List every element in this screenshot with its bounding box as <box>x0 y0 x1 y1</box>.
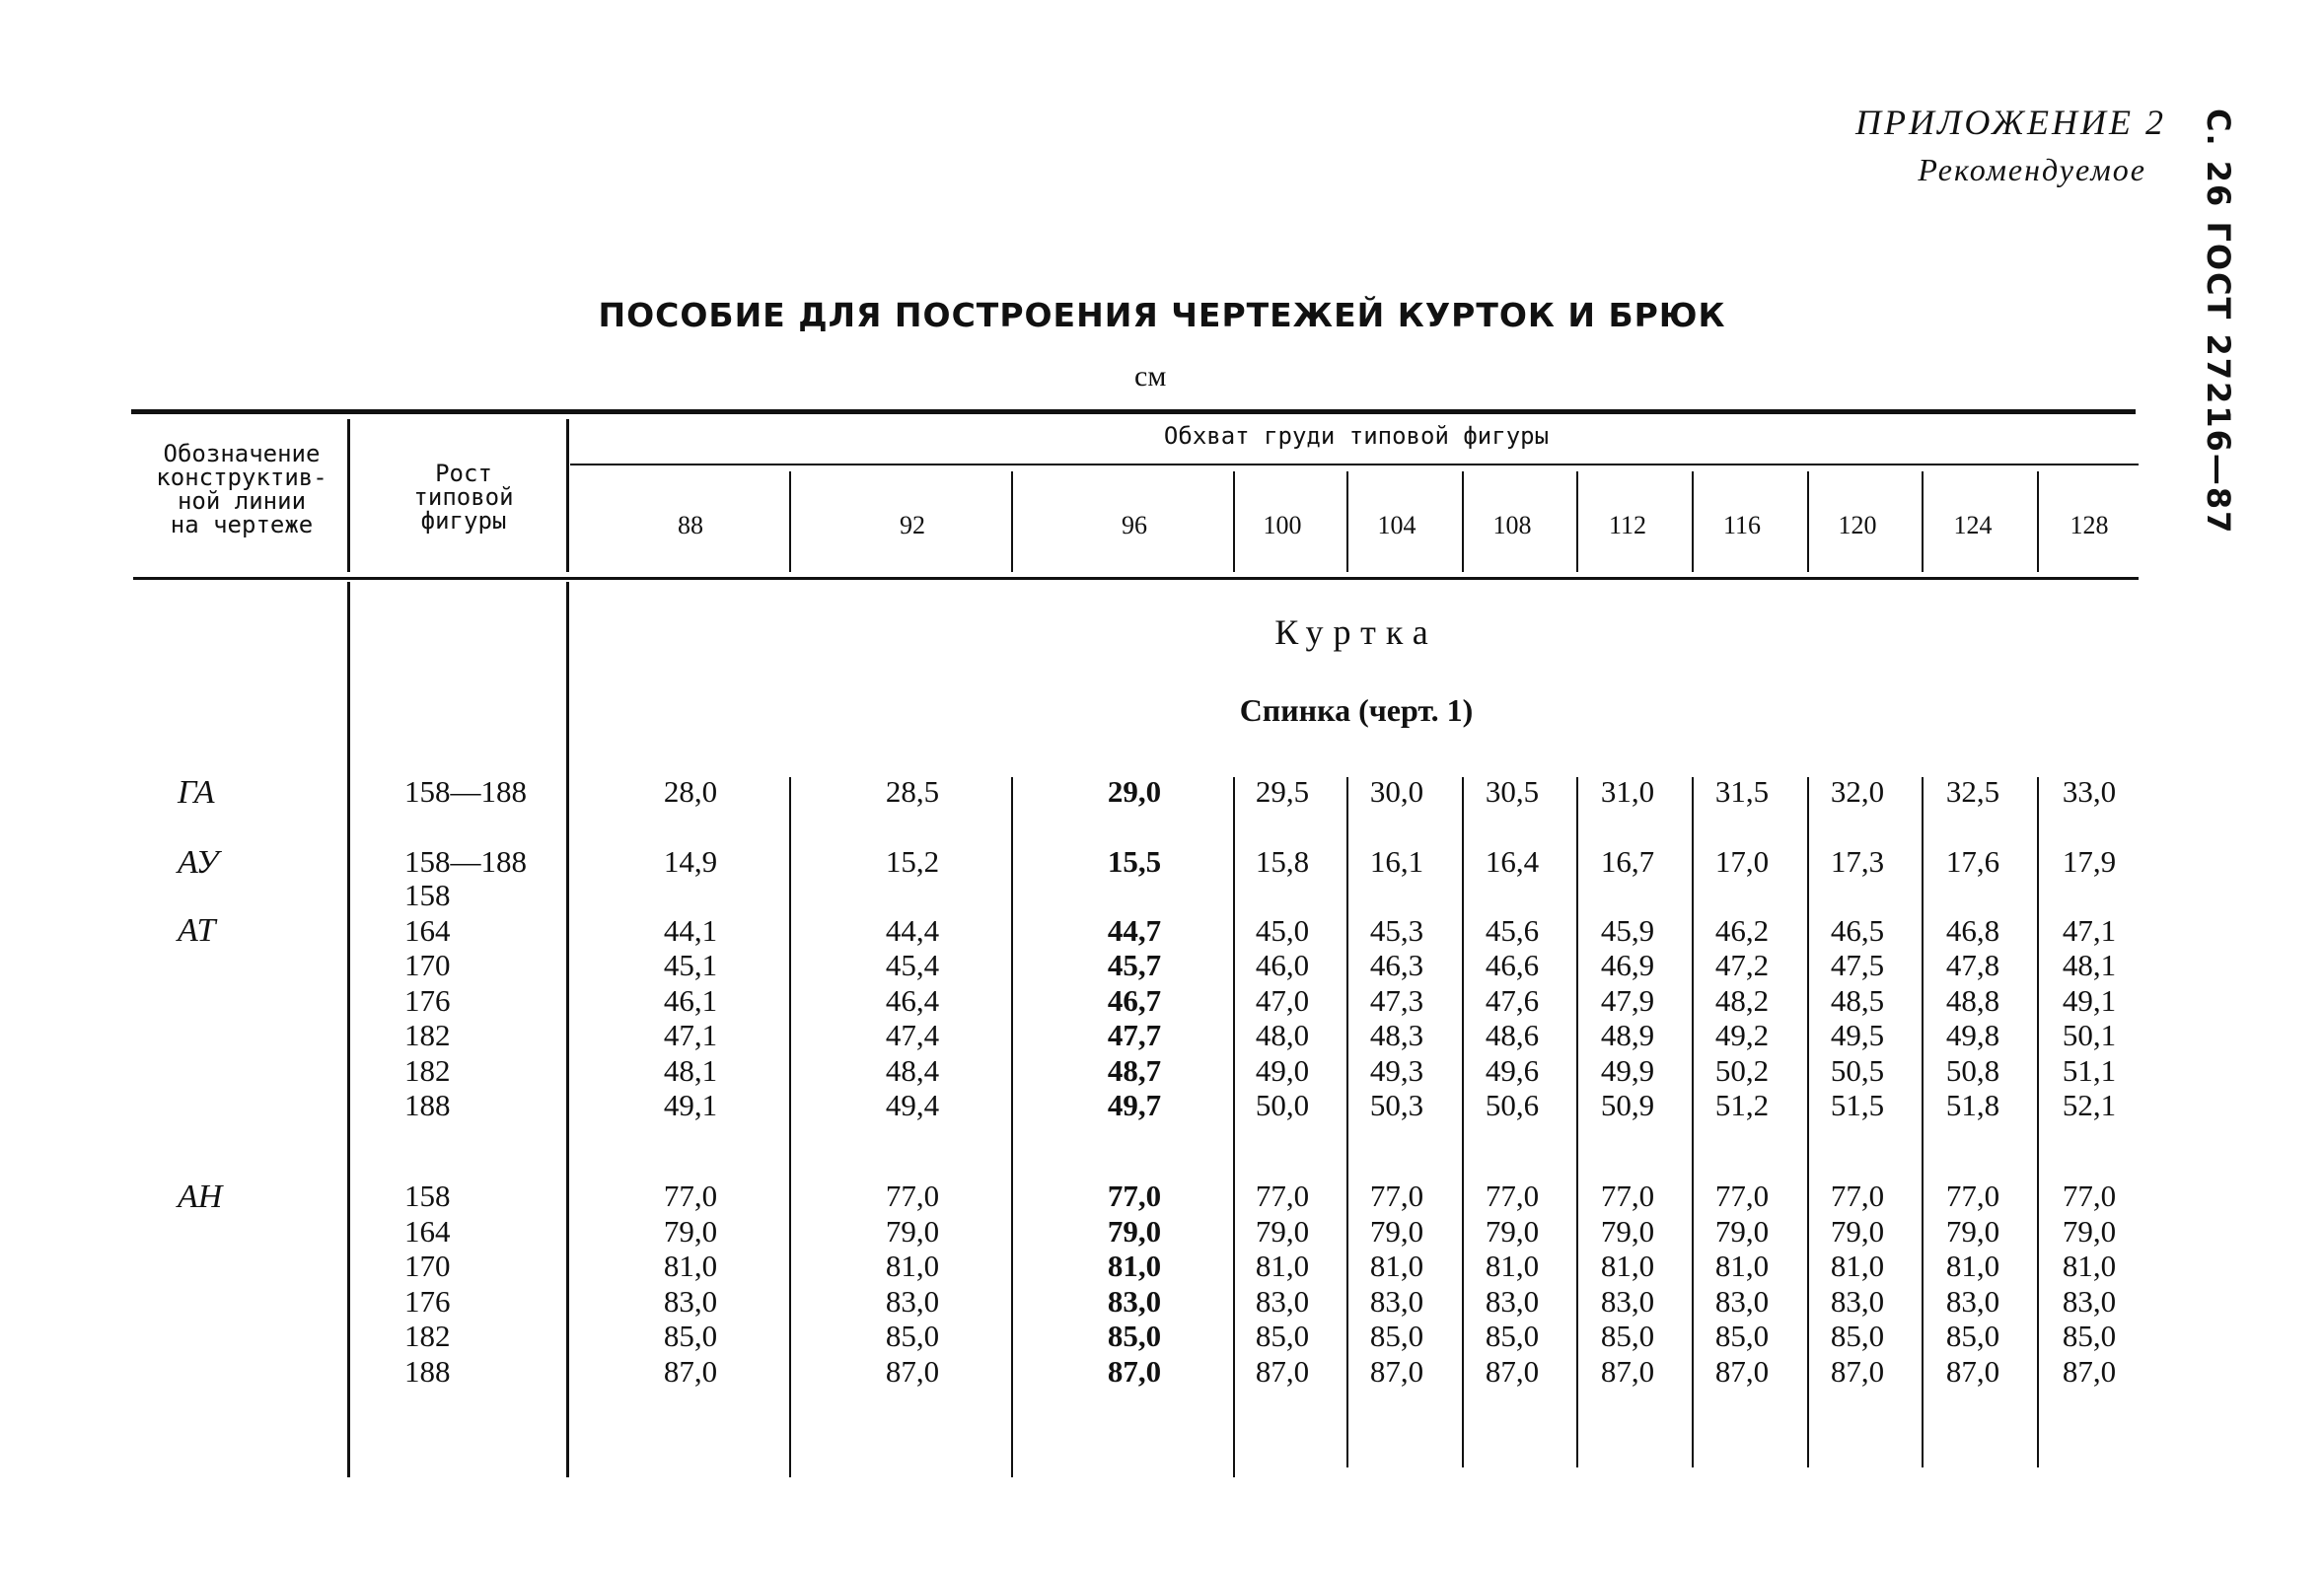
value-column <box>1914 844 2032 880</box>
table-cell: 87,0 <box>663 1353 718 1389</box>
table-cell: 79,0 <box>1830 1213 1885 1249</box>
table-cell: 79,0 <box>1945 1213 2000 1249</box>
line-code: АУ <box>178 844 219 881</box>
value-column <box>853 844 972 880</box>
table-cell: 46,8 <box>1945 912 2000 948</box>
table-cell: 79,0 <box>2062 1213 2117 1249</box>
table-cell: 85,0 <box>1830 1319 1885 1353</box>
header-height <box>375 462 552 533</box>
table-cell: 49,8 <box>1945 1018 2000 1052</box>
table-cell: 83,0 <box>1369 1283 1424 1319</box>
value-column <box>1075 878 1194 1123</box>
table-cell: 46,5 <box>1830 912 1885 948</box>
table-cell: 85,0 <box>663 1319 718 1353</box>
table-cell: 45,1 <box>663 948 718 982</box>
section-title: Куртка <box>1274 612 1438 652</box>
table-cell <box>1075 878 1194 913</box>
header-chest-span: Обхват груди типовой фигуры <box>1163 422 1550 450</box>
value-column <box>1338 774 1456 810</box>
height-value: 170 <box>404 948 451 982</box>
page-title: ПОСОБИЕ ДЛЯ ПОСТРОЕНИЯ ЧЕРТЕЖЕЙ КУРТОК И БРЮК <box>598 296 1726 334</box>
table-cell: 79,0 <box>1600 1213 1655 1249</box>
table-cell: 50,0 <box>1255 1088 1310 1122</box>
chest-size-header: 120 <box>1838 511 1877 539</box>
table-cell: 79,0 <box>1714 1213 1770 1249</box>
table-cell: 30,0 <box>1369 774 1424 809</box>
value-column <box>631 844 750 880</box>
annex-title: ПРИЛОЖЕНИЕ 2 <box>1855 103 2166 142</box>
value-column <box>1683 774 1801 810</box>
table-cell: 50,5 <box>1830 1052 1885 1088</box>
table-cell: 47,8 <box>1945 948 2000 982</box>
table-cell: 47,9 <box>1600 982 1655 1018</box>
table-cell: 31,5 <box>1714 774 1770 809</box>
table-cell: 48,2 <box>1714 982 1770 1018</box>
header-line-code <box>138 442 345 536</box>
table-cell: 49,7 <box>1107 1088 1162 1122</box>
table-cell: 47,3 <box>1369 982 1424 1018</box>
height-value: 158 <box>404 1179 451 1213</box>
table-cell: 47,4 <box>885 1018 940 1052</box>
value-column <box>631 774 750 810</box>
table-cell: 51,5 <box>1830 1088 1885 1122</box>
header-bottom-rule <box>133 577 2139 580</box>
chest-size-header: 124 <box>1953 511 1993 539</box>
table-cell: 81,0 <box>1714 1249 1770 1283</box>
table-cell: 17,6 <box>1945 844 2000 879</box>
table-cell: 47,1 <box>663 1018 718 1052</box>
table-cell: 15,5 <box>1107 844 1162 879</box>
table-cell: 44,1 <box>663 912 718 948</box>
table-cell: 50,6 <box>1485 1088 1540 1122</box>
body-col-divider <box>789 777 791 1477</box>
height-value: 158—188 <box>404 774 527 809</box>
table-cell <box>1798 878 1917 913</box>
chest-size-header: 100 <box>1263 511 1302 539</box>
line-code: ГА <box>178 774 215 811</box>
table-cell: 83,0 <box>1255 1283 1310 1319</box>
table-cell: 85,0 <box>1369 1319 1424 1353</box>
table-cell: 47,1 <box>2062 912 2117 948</box>
table-cell: 85,0 <box>885 1319 940 1353</box>
table-cell: 79,0 <box>663 1213 718 1249</box>
table-cell: 46,9 <box>1600 948 1655 982</box>
height-value: 164 <box>404 1213 451 1249</box>
height-value: 188 <box>404 1088 451 1122</box>
table-cell: 87,0 <box>1485 1353 1540 1389</box>
chest-size-header: 104 <box>1377 511 1416 539</box>
value-column <box>1453 878 1571 1123</box>
table-cell: 49,5 <box>1830 1018 1885 1052</box>
table-cell: 87,0 <box>1945 1353 2000 1389</box>
table-cell: 81,0 <box>663 1249 718 1283</box>
table-cell: 87,0 <box>2062 1353 2117 1389</box>
header-text: Обозначение <box>163 440 321 467</box>
table-cell: 47,5 <box>1830 948 1885 982</box>
table-cell: 85,0 <box>1714 1319 1770 1353</box>
value-column <box>1453 774 1571 810</box>
height-column <box>404 844 527 880</box>
height-column <box>404 1179 451 1389</box>
value-column <box>853 878 972 1123</box>
table-cell: 16,1 <box>1369 844 1424 879</box>
unit-label: см <box>1134 360 1167 393</box>
table-cell: 45,7 <box>1107 948 1162 982</box>
value-column <box>2030 774 2148 810</box>
table-cell: 87,0 <box>1600 1353 1655 1389</box>
span-rule <box>570 464 2139 465</box>
table-cell <box>1683 878 1801 913</box>
table-cell: 48,4 <box>885 1052 940 1088</box>
table-cell: 46,6 <box>1485 948 1540 982</box>
table-cell: 77,0 <box>1714 1179 1770 1213</box>
table-cell: 46,0 <box>1255 948 1310 982</box>
table-cell: 77,0 <box>663 1179 718 1213</box>
body-divider-1 <box>347 582 350 1477</box>
table-cell: 48,1 <box>2062 948 2117 982</box>
table-cell: 45,6 <box>1485 912 1540 948</box>
table-cell: 49,0 <box>1255 1052 1310 1088</box>
table-cell: 29,0 <box>1107 774 1162 809</box>
table-cell: 83,0 <box>1945 1283 2000 1319</box>
header-text: типовой <box>413 483 514 511</box>
height-value: 164 <box>404 912 451 948</box>
table-cell: 50,2 <box>1714 1052 1770 1088</box>
table-cell: 87,0 <box>885 1353 940 1389</box>
table-cell: 48,5 <box>1830 982 1885 1018</box>
value-column <box>1075 844 1194 880</box>
table-cell: 77,0 <box>1830 1179 1885 1213</box>
chest-size-header: 96 <box>1122 511 1147 539</box>
table-cell: 47,2 <box>1714 948 1770 982</box>
table-cell: 77,0 <box>1255 1179 1310 1213</box>
header-divider-1 <box>347 419 350 572</box>
value-column <box>2030 878 2148 1123</box>
table-cell: 17,9 <box>2062 844 2117 879</box>
height-value: 182 <box>404 1018 451 1052</box>
table-cell: 46,7 <box>1107 982 1162 1018</box>
value-column <box>853 1179 972 1389</box>
table-cell: 48,9 <box>1600 1018 1655 1052</box>
table-cell: 51,8 <box>1945 1088 2000 1122</box>
table-cell: 79,0 <box>1485 1213 1540 1249</box>
table-cell: 46,1 <box>663 982 718 1018</box>
table-cell: 48,6 <box>1485 1018 1540 1052</box>
value-column <box>1798 1179 1917 1389</box>
table-cell: 46,4 <box>885 982 940 1018</box>
height-value: 182 <box>404 1319 451 1353</box>
height-value: 158—188 <box>404 844 527 879</box>
table-cell: 45,4 <box>885 948 940 982</box>
header-text: ной линии <box>177 487 307 515</box>
table-cell: 49,1 <box>663 1088 718 1122</box>
chest-size-header: 116 <box>1722 511 1762 539</box>
table-cell <box>1453 878 1571 913</box>
header-text: Рост <box>435 460 492 487</box>
table-cell: 48,0 <box>1255 1018 1310 1052</box>
table-cell: 83,0 <box>1107 1283 1162 1319</box>
table-cell: 45,9 <box>1600 912 1655 948</box>
table-cell: 87,0 <box>1107 1353 1162 1389</box>
table-cell: 50,9 <box>1600 1088 1655 1122</box>
table-cell: 49,3 <box>1369 1052 1424 1088</box>
height-value: 176 <box>404 1283 451 1319</box>
table-cell: 50,1 <box>2062 1018 2117 1052</box>
height-column <box>404 774 527 810</box>
table-cell: 32,0 <box>1830 774 1885 809</box>
body-col-divider <box>1011 777 1013 1477</box>
table-cell: 81,0 <box>2062 1249 2117 1283</box>
table-cell: 50,8 <box>1945 1052 2000 1088</box>
value-column <box>1338 878 1456 1123</box>
table-cell <box>1338 878 1456 913</box>
table-cell: 83,0 <box>885 1283 940 1319</box>
height-value: 158 <box>404 878 451 912</box>
annex-subtitle: Рекомендуемое <box>1918 152 2146 187</box>
table-top-rule <box>131 409 2136 414</box>
table-cell: 52,1 <box>2062 1088 2117 1122</box>
value-column <box>1914 774 2032 810</box>
value-column <box>1453 1179 1571 1389</box>
table-cell: 49,1 <box>2062 982 2117 1018</box>
table-cell: 81,0 <box>1600 1249 1655 1283</box>
table-cell: 14,9 <box>663 844 718 879</box>
value-column <box>1338 1179 1456 1389</box>
table-cell: 77,0 <box>885 1179 940 1213</box>
table-cell <box>1914 878 2032 913</box>
table-cell: 47,0 <box>1255 982 1310 1018</box>
header-col-divider <box>789 471 791 572</box>
table-cell: 15,2 <box>885 844 940 879</box>
table-cell <box>631 878 750 913</box>
table-cell: 49,4 <box>885 1088 940 1122</box>
table-cell: 81,0 <box>1485 1249 1540 1283</box>
table-cell: 87,0 <box>1714 1353 1770 1389</box>
table-cell: 51,1 <box>2062 1052 2117 1088</box>
side-page-label <box>2198 108 2237 562</box>
value-column <box>1914 878 2032 1123</box>
value-column <box>2030 1179 2148 1389</box>
value-column <box>1075 774 1194 810</box>
table-cell: 28,0 <box>663 774 718 809</box>
table-cell: 28,5 <box>885 774 940 809</box>
table-cell: 45,0 <box>1255 912 1310 948</box>
table-cell: 48,8 <box>1945 982 2000 1018</box>
table-cell: 77,0 <box>1107 1179 1162 1213</box>
table-cell: 77,0 <box>2062 1179 2117 1213</box>
value-column <box>1798 878 1917 1123</box>
table-cell: 87,0 <box>1369 1353 1424 1389</box>
table-cell: 79,0 <box>1255 1213 1310 1249</box>
table-cell <box>853 878 972 913</box>
value-column <box>1683 844 1801 880</box>
header-text: конструктив- <box>156 464 327 491</box>
value-column <box>853 774 972 810</box>
line-code: АТ <box>178 912 216 949</box>
table-cell <box>1568 878 1687 913</box>
value-column <box>631 878 750 1123</box>
chest-size-header: 88 <box>678 511 703 539</box>
value-column <box>1223 1179 1342 1389</box>
table-cell: 85,0 <box>1107 1319 1162 1353</box>
table-cell: 44,4 <box>885 912 940 948</box>
value-column <box>1798 774 1917 810</box>
value-column <box>1075 1179 1194 1389</box>
table-cell: 81,0 <box>1830 1249 1885 1283</box>
value-column <box>1683 878 1801 1123</box>
value-column <box>1223 844 1342 880</box>
value-column <box>1683 1179 1801 1389</box>
table-cell: 48,3 <box>1369 1018 1424 1052</box>
table-cell: 32,5 <box>1945 774 2000 809</box>
subsection-title: Спинка (черт. 1) <box>1239 692 1474 728</box>
table-cell: 85,0 <box>1600 1319 1655 1353</box>
header-text: на чертеже <box>170 511 314 538</box>
chest-size-header: 92 <box>900 511 925 539</box>
table-cell: 85,0 <box>1255 1319 1310 1353</box>
table-cell: 16,7 <box>1600 844 1655 879</box>
side-label-text: С. 26 ГОСТ 27216—87 <box>2200 108 2237 536</box>
header-col-divider <box>2037 471 2039 572</box>
table-cell: 81,0 <box>1945 1249 2000 1283</box>
table-cell: 49,6 <box>1485 1052 1540 1088</box>
value-column <box>1568 878 1687 1123</box>
line-code: АН <box>178 1179 223 1215</box>
value-column <box>2030 844 2148 880</box>
table-cell: 77,0 <box>1369 1179 1424 1213</box>
table-cell: 77,0 <box>1485 1179 1540 1213</box>
table-cell: 81,0 <box>885 1249 940 1283</box>
table-cell: 17,0 <box>1714 844 1770 879</box>
table-cell: 81,0 <box>1369 1249 1424 1283</box>
table-cell: 77,0 <box>1600 1179 1655 1213</box>
table-cell: 79,0 <box>885 1213 940 1249</box>
table-cell: 47,6 <box>1485 982 1540 1018</box>
annex-header <box>1855 99 2166 193</box>
height-value: 182 <box>404 1052 451 1088</box>
height-value: 188 <box>404 1353 451 1389</box>
body-divider-2 <box>566 582 569 1477</box>
table-cell: 44,7 <box>1107 912 1162 948</box>
header-col-divider <box>1011 471 1013 572</box>
table-cell: 87,0 <box>1830 1353 1885 1389</box>
table-cell: 83,0 <box>1830 1283 1885 1319</box>
table-cell: 79,0 <box>1369 1213 1424 1249</box>
table-cell: 87,0 <box>1255 1353 1310 1389</box>
value-column <box>1453 844 1571 880</box>
table-cell: 85,0 <box>1485 1319 1540 1353</box>
table-cell: 47,7 <box>1107 1018 1162 1052</box>
chest-size-header: 128 <box>2070 511 2109 539</box>
table-cell: 79,0 <box>1107 1213 1162 1249</box>
value-column <box>631 1179 750 1389</box>
table-cell: 49,2 <box>1714 1018 1770 1052</box>
table-cell: 83,0 <box>1714 1283 1770 1319</box>
height-column <box>404 878 451 1123</box>
value-column <box>1568 774 1687 810</box>
table-cell: 48,1 <box>663 1052 718 1088</box>
header-divider-2 <box>566 419 569 572</box>
value-column <box>1568 1179 1687 1389</box>
table-cell: 83,0 <box>663 1283 718 1319</box>
value-column <box>1798 844 1917 880</box>
table-cell: 51,2 <box>1714 1088 1770 1122</box>
value-column <box>1568 844 1687 880</box>
header-text: фигуры <box>420 507 507 535</box>
table-cell: 46,3 <box>1369 948 1424 982</box>
value-column <box>1914 1179 2032 1389</box>
table-cell: 46,2 <box>1714 912 1770 948</box>
height-value: 176 <box>404 982 451 1018</box>
table-cell: 81,0 <box>1107 1249 1162 1283</box>
chest-size-header: 108 <box>1492 511 1532 539</box>
table-cell: 30,5 <box>1485 774 1540 809</box>
table-cell: 45,3 <box>1369 912 1424 948</box>
table-cell: 49,9 <box>1600 1052 1655 1088</box>
table-cell: 29,5 <box>1255 774 1310 809</box>
table-cell: 85,0 <box>1945 1319 2000 1353</box>
table-cell: 85,0 <box>2062 1319 2117 1353</box>
table-cell: 77,0 <box>1945 1179 2000 1213</box>
value-column <box>1338 844 1456 880</box>
table-cell: 83,0 <box>2062 1283 2117 1319</box>
table-cell: 83,0 <box>1485 1283 1540 1319</box>
table-cell: 81,0 <box>1255 1249 1310 1283</box>
table-cell <box>2030 878 2148 913</box>
table-cell: 15,8 <box>1255 844 1310 879</box>
table-cell: 16,4 <box>1485 844 1540 879</box>
table-cell: 31,0 <box>1600 774 1655 809</box>
table-cell: 17,3 <box>1830 844 1885 879</box>
value-column <box>1223 774 1342 810</box>
table-cell <box>1223 878 1342 913</box>
height-value: 170 <box>404 1249 451 1283</box>
table-cell: 50,3 <box>1369 1088 1424 1122</box>
value-column <box>1223 878 1342 1123</box>
table-cell: 83,0 <box>1600 1283 1655 1319</box>
table-cell: 33,0 <box>2062 774 2117 809</box>
table-cell: 48,7 <box>1107 1052 1162 1088</box>
chest-size-header: 112 <box>1608 511 1647 539</box>
